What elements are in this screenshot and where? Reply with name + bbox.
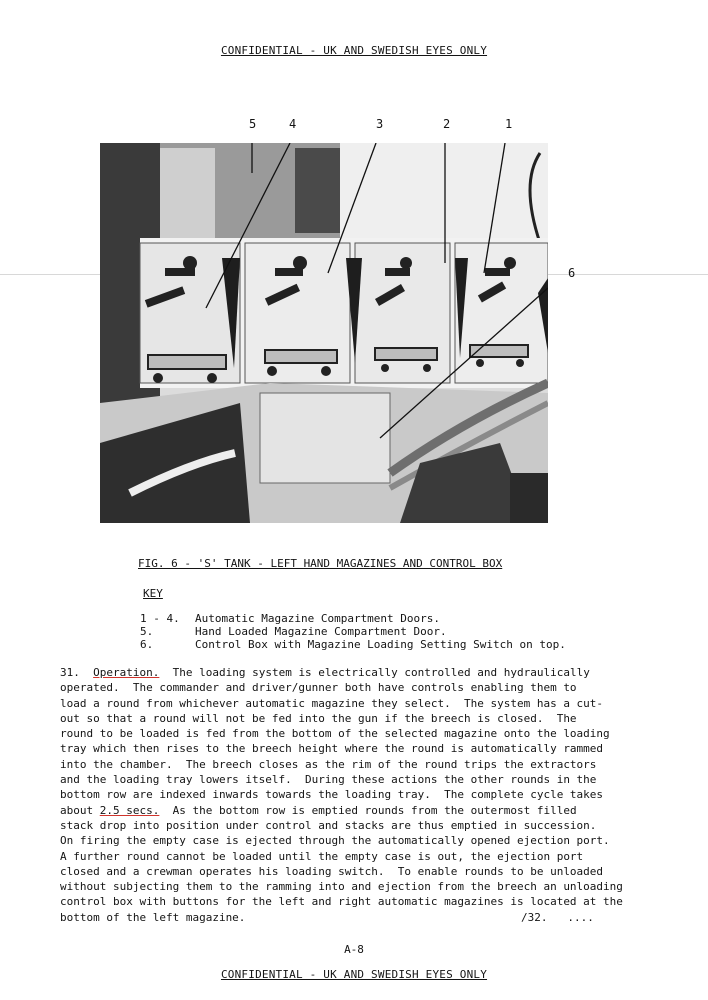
figure-photo xyxy=(100,143,548,523)
paragraph-line: bottom of the left magazine. xyxy=(60,910,246,924)
key-item xyxy=(140,625,566,638)
paragraph-line xyxy=(60,803,650,818)
footer-classification: CONFIDENTIAL - UK AND SWEDISH EYES ONLY xyxy=(220,968,488,981)
paragraph-number: 31. xyxy=(60,666,80,679)
key-item-text: Automatic Magazine Compartment Doors. xyxy=(195,612,441,625)
key-item xyxy=(140,612,566,625)
continuation-marker: /32. .... xyxy=(521,911,594,924)
callout-3: 3 xyxy=(376,117,384,131)
key-list xyxy=(140,612,566,651)
paragraph-line: stack drop into position under control and stacks are thus emptied in succession. xyxy=(60,818,597,832)
paragraph-line: On firing the empty case is ejected through the automatically opened ejection port. xyxy=(60,834,610,848)
key-item-number: 6. xyxy=(140,638,154,651)
key-heading: KEY xyxy=(143,587,163,600)
paragraph-line: bottom row are indexed inwards towards the loading tray. The complete cycle takes xyxy=(60,788,604,802)
callout-4: 4 xyxy=(289,117,297,131)
paragraph-line-text: The loading system is electrically controlled and hydraulically xyxy=(172,666,590,679)
figure-caption: FIG. 6 - 'S' TANK - LEFT HAND MAGAZINES AND CONTROL BOX xyxy=(138,557,503,570)
paragraph-line: A further round cannot be loaded until the empty case is out, the ejection port xyxy=(60,849,584,863)
paragraph-line: control box with buttons for the left and right automatic magazines is located at the xyxy=(60,895,623,909)
paragraph-line: without subjecting them to the ramming into and ejection from the breech an unloading xyxy=(60,880,623,894)
paragraph-line-text: about xyxy=(60,803,100,817)
key-item-text: Control Box with Magazine Loading Setting Switch on top. xyxy=(195,638,566,651)
paragraph-line: and the loading tray lowers itself. During these actions the other rounds in the xyxy=(60,773,597,787)
paragraph-line: out so that a round will not be fed into the gun if the breech is closed. The xyxy=(60,711,577,725)
paragraph-line-text: As the bottom row is emptied rounds from the outermost filled xyxy=(159,803,577,817)
callout-6: 6 xyxy=(568,266,576,280)
callout-5: 5 xyxy=(249,117,257,131)
header-classification: CONFIDENTIAL - UK AND SWEDISH EYES ONLY xyxy=(220,44,488,57)
paragraph-line: tray which then rises to the breech height where the round is automatically rammed xyxy=(60,742,604,756)
paragraph-line: into the chamber. The breech closes as the rim of the round trips the extractors xyxy=(60,757,597,771)
key-item xyxy=(140,638,566,651)
callout-1: 1 xyxy=(505,117,513,131)
callout-2: 2 xyxy=(443,117,451,131)
magazine-photo-illustration xyxy=(100,143,548,523)
key-item-number: 5. xyxy=(140,625,154,638)
paragraph-line: load a round from whichever automatic magazine they select. The system has a cut- xyxy=(60,696,604,710)
key-item-text: Hand Loaded Magazine Compartment Door. xyxy=(195,625,447,638)
paragraph-line: operated. The commander and driver/gunner both have controls enabling them to xyxy=(60,681,577,695)
paragraph-line: round to be loaded is fed from the bottom of the selected magazine onto the loading xyxy=(60,727,610,741)
key-item-number: 1 - 4. xyxy=(140,612,180,625)
paragraph-heading: Operation. xyxy=(93,666,160,679)
page-number: A-8 xyxy=(344,943,364,956)
paragraph-31 xyxy=(60,665,650,925)
paragraph-line xyxy=(60,665,650,680)
paragraph-line: closed and a crewman operates his loading switch. To enable rounds to be unloaded xyxy=(60,864,604,878)
highlighted-cycle-time: 2.5 secs. xyxy=(99,803,160,817)
